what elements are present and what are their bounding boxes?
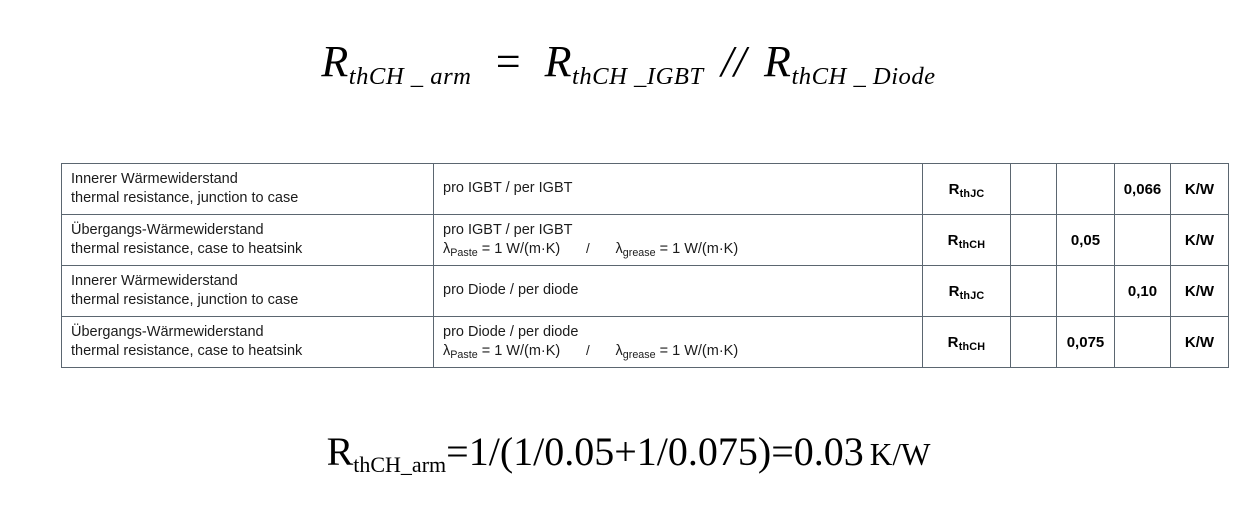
bottom-formula-symbol: $R_{thCH\_arm}$ (326, 429, 447, 477)
row-description: Innerer Wärmewiderstand thermal resistance, junction to case (62, 164, 434, 215)
row-max (1115, 317, 1171, 368)
row-typ (1057, 164, 1115, 215)
table-row (62, 164, 1229, 215)
row-conditions: pro IGBT / per IGBT (434, 164, 923, 215)
row-min (1011, 266, 1057, 317)
row-min (1011, 215, 1057, 266)
row-description: Übergangs-Wärmewiderstand thermal resistance, case to heatsink (62, 317, 434, 368)
row-min (1011, 164, 1057, 215)
row-symbol: $R_{thJC}$ (923, 266, 1011, 317)
row-conditions-lambda: $\lambda_{Paste} = 1$ $W/(m\cdot K) / \lambda_{grease} = 1$ W/(m·K) (443, 240, 739, 259)
formula-lhs: $R_{thCH \_ arm}$ (321, 37, 472, 91)
row-typ: 0,075 (1057, 317, 1115, 368)
table-row (62, 266, 1229, 317)
parallel-operator: // (721, 37, 747, 86)
row-conditions: pro Diode / per diode (434, 266, 923, 317)
bottom-formula (0, 428, 1257, 475)
row-conditions: pro Diode / per diode $\lambda_{Paste} = 1$ $W/(m\cdot K) / \lambda_{grease} = 1$ W/(m·K) (434, 317, 923, 368)
row-unit: K/W (1171, 266, 1229, 317)
row-conditions: pro IGBT / per IGBT $\lambda_{Paste} = 1$ $W/(m\cdot K) / \lambda_{grease} = 1$ W/(m·K) (434, 215, 923, 266)
bottom-formula-expression: =1/(1/0.05+1/0.075)=0.03 (446, 429, 864, 474)
row-max: 0,10 (1115, 266, 1171, 317)
row-description: Übergangs-Wärmewiderstand thermal resistance, case to heatsink (62, 215, 434, 266)
table-row (62, 215, 1229, 266)
row-unit: K/W (1171, 215, 1229, 266)
equals-sign: = (492, 37, 524, 86)
table-row (62, 317, 1229, 368)
row-max: 0,066 (1115, 164, 1171, 215)
row-typ (1057, 266, 1115, 317)
row-unit: K/W (1171, 317, 1229, 368)
row-max (1115, 215, 1171, 266)
row-conditions-lambda: $\lambda_{Paste} = 1$ $W/(m\cdot K) / \lambda_{grease} = 1$ W/(m·K) (443, 342, 739, 361)
row-symbol: $R_{thJC}$ (923, 164, 1011, 215)
top-formula (0, 36, 1257, 91)
row-symbol: $R_{thCH}$ (923, 215, 1011, 266)
row-description: Innerer Wärmewiderstand thermal resistance, junction to case (62, 266, 434, 317)
formula-rhs-diode: $R_{thCH \_ Diode}$ (764, 37, 936, 91)
formula-rhs-igbt: $R_{thCH \_IGBT}$ (544, 37, 704, 91)
thermal-resistance-table (61, 163, 1228, 368)
row-typ: 0,05 (1057, 215, 1115, 266)
row-symbol: $R_{thCH}$ (923, 317, 1011, 368)
row-unit: K/W (1171, 164, 1229, 215)
row-min (1011, 317, 1057, 368)
bottom-formula-unit: K/W (869, 437, 931, 472)
